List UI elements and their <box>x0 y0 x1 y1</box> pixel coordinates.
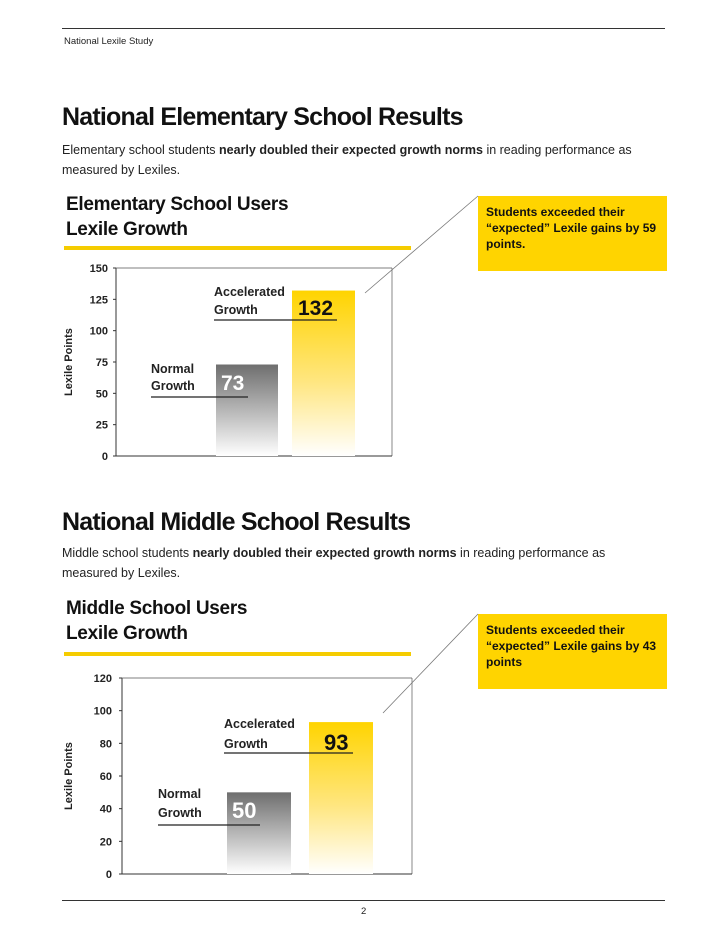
desc-emphasis: nearly doubled their expected growth norms <box>219 143 483 157</box>
y-tick-label: 100 <box>89 325 108 338</box>
section-title-elementary: National Elementary School Results <box>62 103 463 131</box>
running-header: National Lexile Study <box>64 36 154 47</box>
category-label: Accelerated <box>214 285 285 299</box>
category-label: Growth <box>224 737 268 751</box>
category-label: Accelerated <box>224 717 295 731</box>
y-tick-label: 150 <box>89 263 108 275</box>
y-tick-label: 0 <box>105 869 112 881</box>
category-label: Normal <box>158 787 202 801</box>
data-label: 50 <box>232 798 257 823</box>
data-label: 93 <box>324 730 349 755</box>
callout-connector <box>383 614 478 713</box>
y-tick-label: 0 <box>101 451 108 463</box>
chart-title-line: Middle School Users <box>66 598 248 619</box>
chart-title-line: Lexile Growth <box>66 219 188 240</box>
page-number: 2 <box>361 906 367 917</box>
y-tick-label: 40 <box>99 803 112 816</box>
category-label: Growth <box>158 806 202 820</box>
desc-text: in reading performance as measured by Lexiles. <box>62 143 632 177</box>
y-tick-label: 125 <box>89 294 108 307</box>
desc-text: in reading performance as measured by Lexiles. <box>62 546 606 580</box>
data-label: 73 <box>221 372 245 395</box>
category-label: Growth <box>214 303 258 317</box>
chart-title-line: Lexile Growth <box>66 623 188 644</box>
y-tick-label: 20 <box>99 836 112 849</box>
desc-text: Middle school students <box>62 546 193 560</box>
callout-text: Students exceeded their “expected” Lexile gains by 43 points <box>486 623 657 669</box>
section-title-middle: National Middle School Results <box>62 508 411 536</box>
y-tick-label: 25 <box>95 419 108 432</box>
callout-text: Students exceeded their “expected” Lexile gains by 59 points. <box>486 205 657 251</box>
category-label: Growth <box>151 379 195 393</box>
y-tick-label: 50 <box>95 388 108 401</box>
y-tick-label: 120 <box>93 673 112 685</box>
y-axis-label: Lexile Points <box>63 742 75 810</box>
y-tick-label: 75 <box>95 357 108 369</box>
desc-emphasis: nearly doubled their expected growth norms <box>192 546 457 560</box>
y-tick-label: 100 <box>93 705 112 718</box>
y-tick-label: 80 <box>99 738 112 751</box>
data-label: 132 <box>298 297 334 320</box>
y-tick-label: 60 <box>99 771 112 783</box>
desc-text: Elementary school students <box>62 143 220 157</box>
footer-rule <box>62 900 665 901</box>
y-axis-label: Lexile Points <box>63 328 75 396</box>
category-label: Normal <box>151 362 195 376</box>
chart-title-line: Elementary School Users <box>66 194 289 215</box>
callout-connector <box>365 196 478 293</box>
